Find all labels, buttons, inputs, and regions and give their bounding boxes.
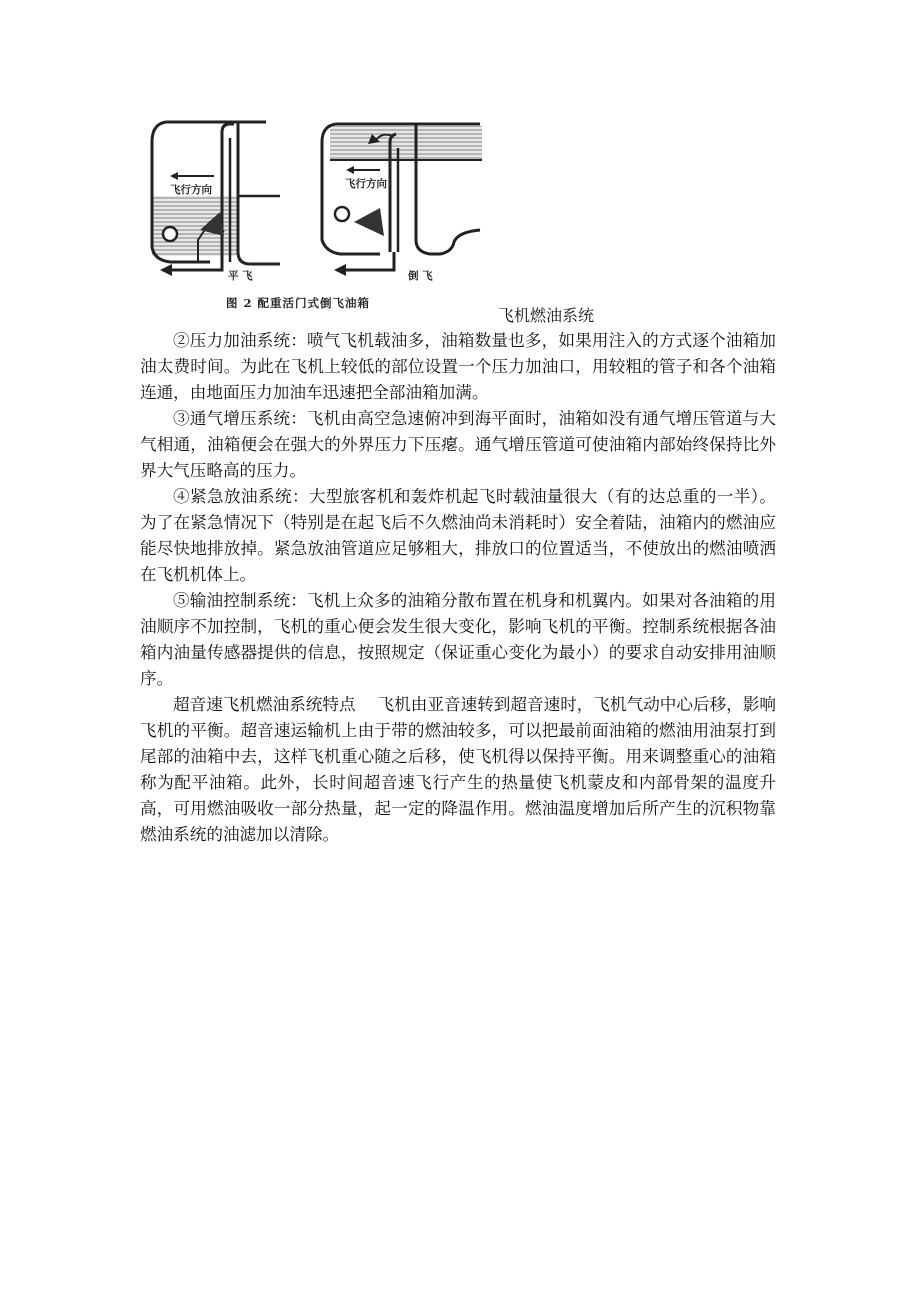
level-flight-tank <box>152 122 280 276</box>
document-body <box>140 328 776 848</box>
right-flight-direction-label: 飞行方向 <box>345 178 387 190</box>
inverted-flight-fuel-tank-figure <box>140 112 495 322</box>
paragraph-transfer-control: ⑤输油控制系统：飞机上众多的油箱分散布置在机身和机翼内。如果对各油箱的用油顺序不加控制，飞机的重心便会发生很大变化，影响飞机的平衡。控制系统根据各油箱内油量传感器提供的信息，按照规定（保证重心变化为最小）的要求自动安排用油顺序。 <box>140 591 776 688</box>
level-flight-label: 平 飞 <box>228 270 253 282</box>
left-flight-direction-label: 飞行方向 <box>170 184 212 196</box>
fuel-tank-diagram <box>140 112 495 322</box>
paragraph-emergency-dump: ④紧急放油系统：大型旅客机和轰炸机起飞时载油量很大（有的达总重的一半）。为了在紧急情况下（特别是在起飞后不久燃油尚未消耗时）安全着陆，油箱内的燃油应能尽快地排放掉。紧急放油管道应足够粗大，排放口的位置适当，不使放出的燃油喷洒在飞机机体上。 <box>140 487 776 584</box>
paragraph-vent-pressurization: ③通气增压系统：飞机由高空急速俯冲到海平面时，油箱如没有通气增压管道与大气相通，油箱便会在强大的外界压力下压瘪。通气增压管道可使油箱内部始终保持比外界大气压略高的压力。 <box>140 409 776 480</box>
supersonic-text: 飞机由亚音速转到超音速时，飞机气动中心后移，影响飞机的平衡。超音速运输机上由于带的燃油较多，可以把最前面油箱的燃油用油泵打到尾部的油箱中去，这样飞机重心随之后移，使飞机得以保持平衡。用来调整重心的油箱称为配平油箱。此外，长时间超音速飞行产生的热量使飞机蒙皮和内部骨架的温度升高，可用燃油吸收一部分热量，起一定的降温作用。燃油温度增加后所产生的沉积物靠燃油系统的油滤加以清除。 <box>140 695 777 844</box>
inverted-flight-label: 倒 飞 <box>408 270 433 282</box>
page-title: 飞机燃油系统 <box>498 306 595 325</box>
inverted-flight-tank <box>322 124 482 276</box>
figure-caption: 图 2 配重活门式倒飞油箱 <box>226 296 371 310</box>
supersonic-heading: 超音速飞机燃油系统特点 <box>173 695 356 714</box>
paragraph-supersonic <box>140 692 776 848</box>
paragraph-pressure-refueling: ②压力加油系统：喷气飞机载油多，油箱数量也多，如果用注入的方式逐个油箱加油太费时间。为此在飞机上较低的部位设置一个压力加油口，用较粗的管子和各个油箱连通，由地面压力加油车迅速把全部油箱加满。 <box>140 331 776 402</box>
